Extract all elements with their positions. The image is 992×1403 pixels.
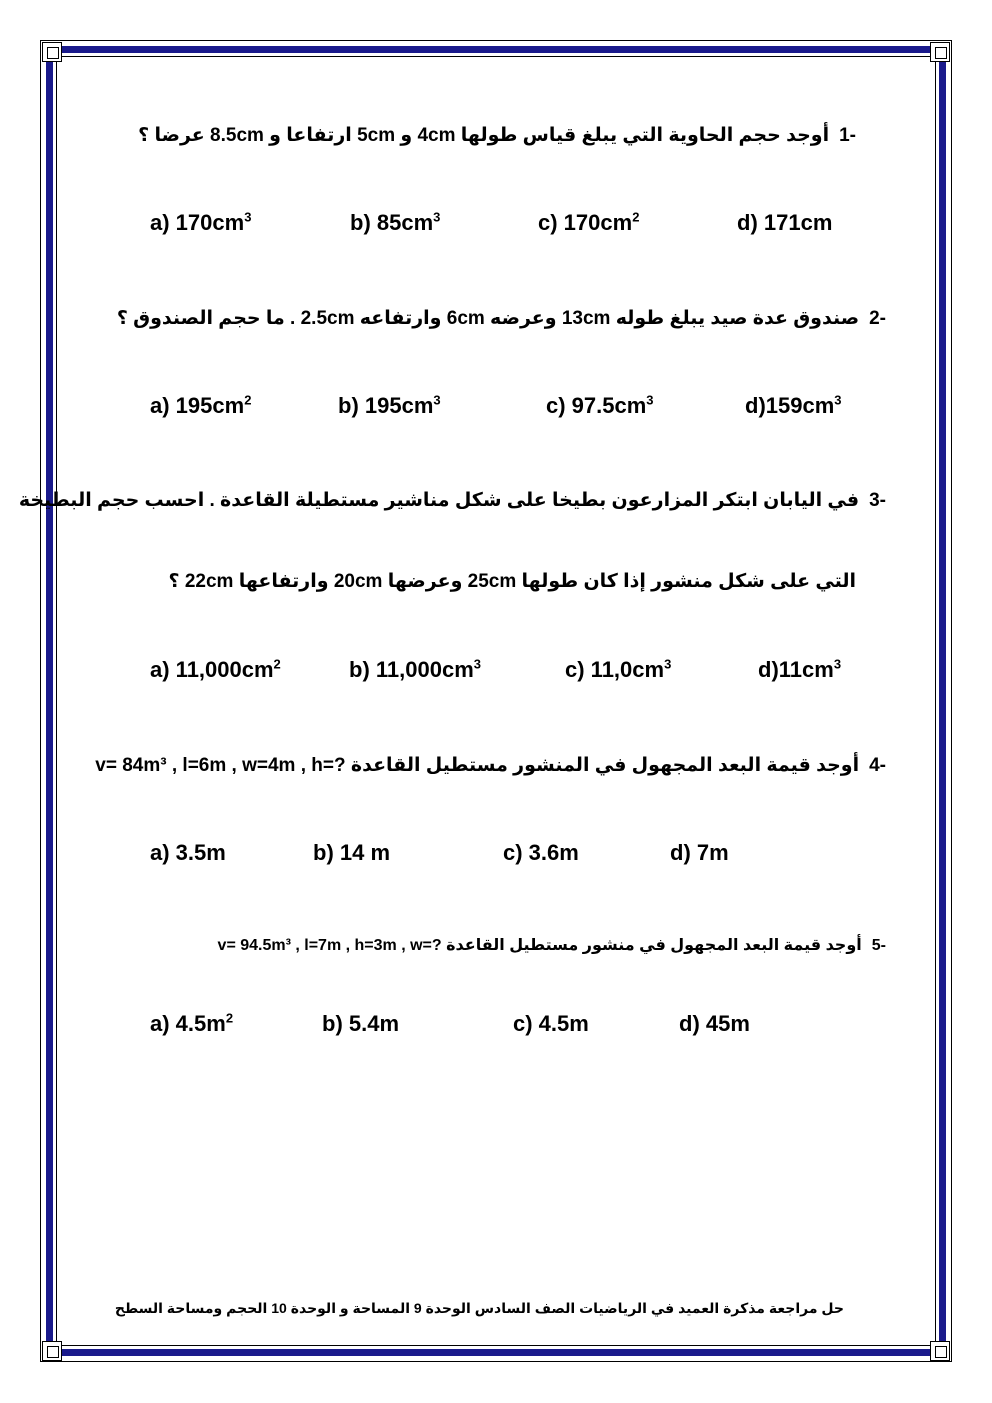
q1-option-d[interactable]: d) 171cm	[737, 210, 833, 235]
corner-ornament-bottom-left	[42, 1341, 62, 1361]
question-text: أوجد حجم الحاوية التي يبلغ قياس طولها 4cm و 5cm ارتفاعا و 8.5cm عرضا ؟	[138, 125, 830, 146]
q4-option-d[interactable]: d) 7m	[670, 840, 729, 865]
question-number: -3	[869, 490, 886, 511]
corner-ornament-top-right	[930, 42, 950, 62]
q5-option-d[interactable]: d) 45m	[679, 1011, 750, 1036]
corner-ornament-top-left	[42, 42, 62, 62]
corner-ornament-bottom-right	[930, 1341, 950, 1361]
q4-option-b[interactable]: b) 14 m	[313, 840, 391, 865]
question-text: أوجد قيمة البعد المجهول في المنشور مستطيل القاعدة ?=v= 84m³ , l=6m , w=4m , h	[95, 755, 860, 776]
q1-option-c[interactable]: c) $170cm^2$	[538, 209, 640, 235]
q4-option-c[interactable]: c) 3.6m	[503, 840, 579, 865]
q2-option-d[interactable]: $d)159cm^3$	[745, 392, 842, 418]
question-4	[95, 754, 886, 777]
q4-option-a[interactable]: a) 3.5m	[150, 840, 226, 865]
page-footer: حل مراجعة مذكرة العميد في الرياضيات الصف السادس الوحدة 9 المساحة و الوحدة 10 الحجم ومساحة السطح	[114, 1300, 844, 1316]
question-number: -2	[869, 308, 886, 329]
page-border-inner	[56, 56, 936, 1346]
question-text: صندوق عدة صيد يبلغ طوله 13cm وعرضه 6cm وارتفاعه 2.5cm . ما حجم الصندوق ؟	[116, 308, 860, 329]
q3-option-d[interactable]: $d)11cm^3$	[758, 656, 842, 682]
question-number: -4	[869, 755, 886, 776]
q2-option-a[interactable]: a) $195cm^2$	[150, 392, 252, 418]
question-3-line-1	[19, 489, 886, 512]
q5-option-a[interactable]: a) $4.5m^2$	[150, 1010, 234, 1036]
question-number: -5	[871, 937, 886, 954]
q3-option-c[interactable]: c) $11,0cm^3$	[565, 656, 672, 682]
q5-option-b[interactable]: b) 5.4m	[322, 1011, 400, 1036]
question-text: أوجد قيمة البعد المجهول في منشور مستطيل القاعدة ?=v= 94.5m³ , l=7m , h=3m , w	[217, 937, 862, 954]
question-1	[138, 124, 856, 147]
q2-option-b[interactable]: b) $195cm^3$	[338, 392, 441, 418]
q1-option-b[interactable]: b) $85cm^3$	[350, 209, 441, 235]
question-5	[218, 935, 886, 955]
question-number: -1	[839, 125, 856, 146]
question-text: في اليابان ابتكر المزارعون بطيخا على شكل مناشير مستطيلة القاعدة . احسب حجم البطيخة	[18, 490, 860, 511]
question-text: التي على شكل منشور إذا كان طولها 25cm وعرضها 20cm وارتفاعها 22cm ؟	[168, 571, 856, 592]
question-3-line-2	[169, 570, 857, 593]
q1-option-a[interactable]: a) $170cm^3$	[150, 209, 252, 235]
question-2	[117, 307, 886, 330]
q2-option-c[interactable]: c) $97.5cm^3$	[546, 392, 654, 418]
q3-option-a[interactable]: a) $11,000cm^2$	[150, 656, 281, 682]
q5-option-c[interactable]: c) 4.5m	[513, 1011, 589, 1036]
q3-option-b[interactable]: b) $11,000cm^3$	[349, 656, 481, 682]
